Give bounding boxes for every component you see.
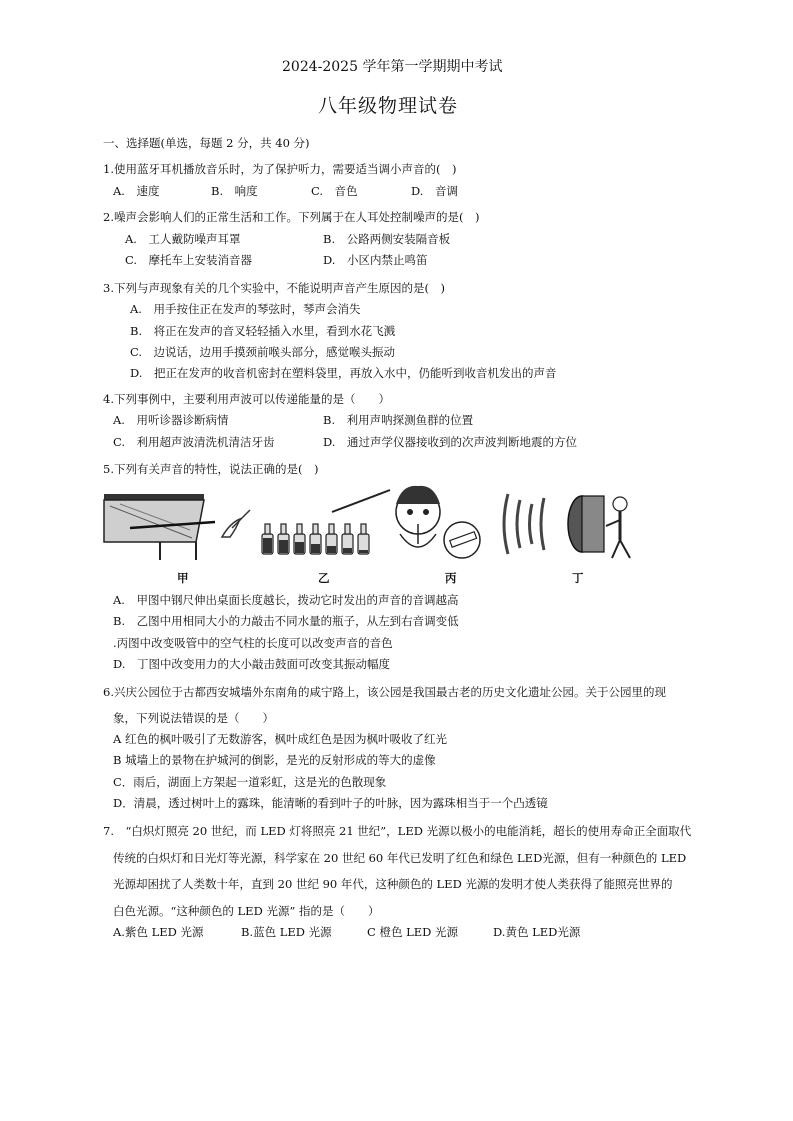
question-1-option-a: A. 速度 — [113, 184, 160, 198]
figure-jia-ruler-on-table — [104, 494, 215, 560]
question-7-stem-line4: 白色光源。“这种颜色的 LED 光源” 指的是（ ） — [113, 904, 380, 918]
question-4-option-a: A. 用听诊器诊断病情 — [113, 413, 229, 427]
question-7-option-a: A.紫色 LED 光源 — [113, 925, 204, 939]
question-5-option-c: .丙图中改变吸管中的空气柱的长度可以改变声音的音色 — [113, 636, 393, 650]
question-6-option-c: C．雨后，湖面上方架起一道彩虹，这是光的色散现象 — [113, 775, 387, 789]
question-1-option-b: B. 响度 — [211, 184, 258, 198]
question-4-option-c: C. 利用超声波清洗机清洁牙齿 — [113, 435, 275, 449]
question-7-option-d: D.黄色 LED光源 — [493, 925, 581, 939]
question-2-stem: 2.噪声会影响人们的正常生活和工作。下列属于在人耳处控制噪声的是( ) — [103, 210, 480, 224]
figure-yi-bottles — [222, 490, 390, 554]
question-2-option-c: C. 摩托车上安装消音器 — [125, 253, 253, 267]
question-4-option-b: B. 利用声呐探测鱼群的位置 — [323, 413, 474, 427]
exam-title: 2024-2025 学年第一学期期中考试 — [282, 59, 503, 75]
figure-label-jia: 甲 — [177, 571, 189, 585]
question-7-stem-line1: 7. “白炽灯照亮 20 世纪，而 LED 灯将照亮 21 世纪”，LED 光源以极小的电能消耗，超长的使用寿命正全面取代 — [103, 824, 692, 838]
question-5-option-b: B. 乙图中用相同大小的力敲击不同水量的瓶子，从左到右音调变低 — [113, 614, 459, 628]
figure-ding-drum — [504, 494, 630, 558]
question-5-stem: 5.下列有关声音的特性，说法正确的是( ) — [103, 462, 319, 476]
paper-title: 八年级物理试卷 — [318, 95, 459, 117]
figure-label-bing: 丙 — [445, 571, 457, 585]
question-7-option-b: B.蓝色 LED 光源 — [241, 925, 332, 939]
question-5-figures — [100, 482, 650, 577]
question-5-option-a: A. 甲图中钢尺伸出桌面长度越长，拨动它时发出的声音的音调越高 — [113, 593, 459, 607]
question-3-stem: 3.下列与声现象有关的几个实验中，不能说明声音产生原因的是( ) — [103, 281, 445, 295]
question-7-option-c: C 橙色 LED 光源 — [367, 925, 459, 939]
question-3-option-d: D. 把正在发声的收音机密封在塑料袋里，再放入水中，仍能听到收音机发出的声音 — [130, 366, 557, 380]
question-6-option-d: D．清晨，透过树叶上的露珠，能清晰的看到叶子的叶脉，因为露珠相当于一个凸透镜 — [113, 796, 548, 810]
question-7-stem-line2: 传统的白炽灯和日光灯等光源，科学家在 20 世纪 60 年代已发明了红色和绿色 LED光源，但有一种颜色的 LED — [113, 851, 687, 865]
question-6-stem-line2: 象，下列说法错误的是（ ） — [113, 711, 274, 725]
question-6-stem-line1: 6.兴庆公园位于古都西安城墙外东南角的咸宁路上，该公园是我国最古老的历史文化遗址公园。关于公园里的现 — [103, 685, 666, 699]
question-4-stem: 4.下列事例中，主要利用声波可以传递能量的是（ ） — [103, 392, 390, 406]
question-2-option-d: D. 小区内禁止鸣笛 — [323, 253, 428, 267]
question-3-option-a: A. 用手按住正在发声的琴弦时，琴声会消失 — [130, 302, 361, 316]
question-3-option-b: B. 将正在发声的音叉轻轻插入水里，看到水花飞溅 — [130, 324, 396, 338]
question-2-option-b: B. 公路两侧安装隔音板 — [323, 232, 451, 246]
question-1-option-c: C. 音色 — [311, 184, 358, 198]
question-7-stem-line3: 光源却困扰了人类数十年，直到 20 世纪 90 年代，这种颜色的 LED 光源的发明才使人类获得了能照亮世界的 — [113, 877, 673, 891]
question-1-stem: 1.使用蓝牙耳机播放音乐时，为了保护听力，需要适当调小声音的( ) — [103, 162, 457, 176]
question-5-option-d: D. 丁图中改变用力的大小敲击鼓面可改变其振动幅度 — [113, 657, 390, 671]
question-6-option-b: B 城墙上的景物在护城河的倒影，是光的反射形成的等大的虚像 — [113, 753, 436, 767]
section-heading: 一、选择题(单选，每题 2 分，共 40 分) — [103, 136, 310, 150]
figure-bing-boy-straw — [396, 486, 480, 558]
question-1-option-d: D. 音调 — [411, 184, 458, 198]
question-6-option-a: A 红色的枫叶吸引了无数游客，枫叶成红色是因为枫叶吸收了红光 — [113, 732, 447, 746]
question-4-option-d: D. 通过声学仪器接收到的次声波判断地震的方位 — [323, 435, 577, 449]
figure-label-ding: 丁 — [572, 571, 584, 585]
figure-label-yi: 乙 — [318, 571, 330, 585]
question-2-option-a: A. 工人戴防噪声耳罩 — [125, 232, 241, 246]
question-3-option-c: C. 边说话，边用手摸颈前喉头部分，感觉喉头振动 — [130, 345, 396, 359]
